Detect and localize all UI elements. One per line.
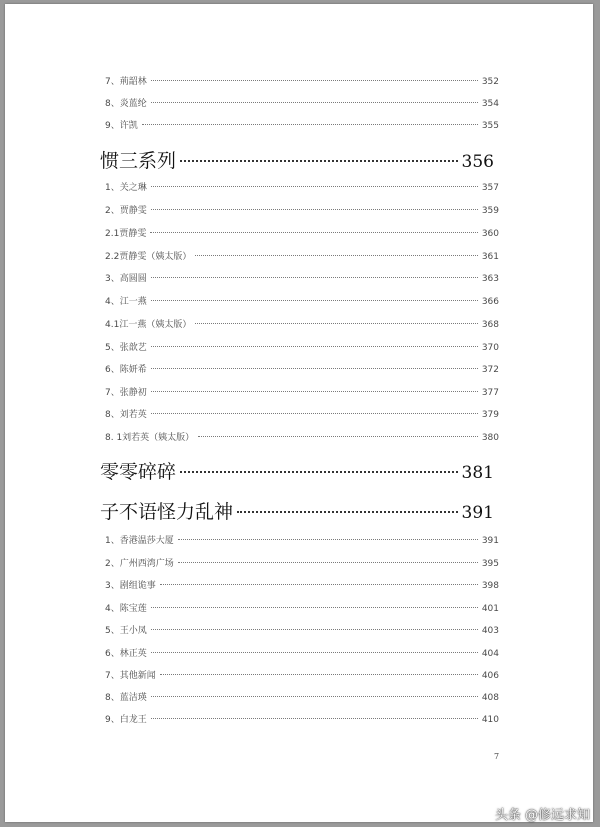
toc-entry xyxy=(105,96,499,109)
dot-leader xyxy=(178,561,478,563)
toc-entry-page: 408 xyxy=(481,693,499,703)
toc-entry xyxy=(105,690,499,703)
dot-leader xyxy=(151,276,478,278)
toc-entry xyxy=(105,249,499,262)
toc-entry-title: 5、王小凤 xyxy=(105,626,147,636)
toc-entry xyxy=(105,294,499,307)
toc-entry-page: 370 xyxy=(481,343,499,353)
toc-section-heading xyxy=(100,497,494,524)
dot-leader xyxy=(151,390,478,392)
toc-entry-title: 9、许凯 xyxy=(105,121,138,131)
toc-entry-page: 395 xyxy=(481,559,499,569)
dot-leader xyxy=(151,651,478,653)
dot-leader xyxy=(237,510,458,513)
toc-entry-title: 7、其他新闻 xyxy=(105,671,156,681)
toc-entry-page: 360 xyxy=(481,229,499,239)
toc-entry-title: 8、刘若英 xyxy=(105,410,147,420)
toc-entry xyxy=(105,712,499,725)
dot-leader xyxy=(160,583,478,585)
toc-entry-page: 380 xyxy=(481,433,499,443)
toc-entry-page: 379 xyxy=(481,410,499,420)
dot-leader xyxy=(151,412,478,414)
toc-entry xyxy=(105,271,499,284)
toc-entry-title: 3、高圆圆 xyxy=(105,274,147,284)
dot-leader xyxy=(151,345,478,347)
toc-entry-title: 6、林正英 xyxy=(105,649,147,659)
toc-entry-title: 5、张歆艺 xyxy=(105,343,147,353)
toc-entry-title: 2、贾静雯 xyxy=(105,206,147,216)
toc-entry-title: 3、剧组诡事 xyxy=(105,581,156,591)
dot-leader xyxy=(180,470,458,473)
dot-leader xyxy=(151,185,478,187)
dot-leader xyxy=(151,628,478,630)
dot-leader xyxy=(180,159,458,162)
toc-entry-title: 惯三系列 xyxy=(100,150,177,172)
toc-entry-page: 363 xyxy=(481,274,499,284)
toc-entry-page: 404 xyxy=(481,649,499,659)
toc-entry xyxy=(105,556,499,569)
toc-entry-page: 377 xyxy=(481,388,499,398)
toc-entry-title: 8、炎蓝纶 xyxy=(105,99,147,109)
dot-leader xyxy=(151,208,478,210)
toc-entry xyxy=(105,317,499,330)
dot-leader xyxy=(151,695,478,697)
dot-leader xyxy=(160,673,478,675)
watermark-text: 头条 @修远求知 xyxy=(494,808,590,823)
toc-entry-title: 2、广州西湾广场 xyxy=(105,559,174,569)
toc-entry xyxy=(105,601,499,614)
toc-entry xyxy=(105,340,499,353)
toc-entry-page: 356 xyxy=(461,152,494,172)
toc-entry-title: 4、陈宝莲 xyxy=(105,604,147,614)
toc-entry-page: 410 xyxy=(481,715,499,725)
toc-entry-title: 7、荊韶林 xyxy=(105,77,147,87)
toc-entry-title: 8. 1刘若英（姨太版） xyxy=(105,433,195,443)
toc-entry-page: 406 xyxy=(481,671,499,681)
toc-entry-title: 1、香港温莎大厦 xyxy=(105,536,174,546)
toc-entry xyxy=(105,203,499,216)
toc-entry-title: 4、江一燕 xyxy=(105,297,147,307)
toc-entry-title: 2.1贾静雯 xyxy=(105,229,147,239)
dot-leader xyxy=(151,101,478,103)
toc-entry xyxy=(105,74,499,87)
toc-section-heading xyxy=(100,457,494,484)
toc-section-heading xyxy=(100,146,494,173)
toc-entry-title: 4.1江一燕（姨太版） xyxy=(105,320,192,330)
toc-entry-title: 8、蓝洁瑛 xyxy=(105,693,147,703)
dot-leader xyxy=(178,538,478,540)
dot-leader xyxy=(142,123,478,125)
dot-leader xyxy=(195,254,477,256)
toc-entry-page: 361 xyxy=(481,252,499,262)
toc-entry xyxy=(105,385,499,398)
toc-entry-title: 零零碎碎 xyxy=(100,461,177,483)
toc-entry xyxy=(105,407,499,420)
toc-entry-title: 子不语怪力乱神 xyxy=(100,501,234,523)
dot-leader xyxy=(151,606,478,608)
toc-entry xyxy=(105,623,499,636)
toc-entry xyxy=(105,430,499,443)
toc-entry xyxy=(105,668,499,681)
toc-entry-title: 2.2贾静雯（姨太版） xyxy=(105,252,192,262)
toc-entry xyxy=(105,646,499,659)
toc-entry-page: 401 xyxy=(481,604,499,614)
toc-entry-page: 357 xyxy=(481,183,499,193)
toc-entry-title: 9、白龙王 xyxy=(105,715,147,725)
toc-entry xyxy=(105,118,499,131)
dot-leader xyxy=(151,717,478,719)
dot-leader xyxy=(198,435,478,437)
toc-entry-page: 403 xyxy=(481,626,499,636)
dot-leader xyxy=(150,231,477,233)
dot-leader xyxy=(151,367,478,369)
toc-entry-page: 368 xyxy=(481,320,499,330)
toc-entry-page: 398 xyxy=(481,581,499,591)
dot-leader xyxy=(151,299,478,301)
toc-entry xyxy=(105,533,499,546)
watermark xyxy=(495,804,590,823)
page-number: 7 xyxy=(494,752,500,761)
toc-entry-title: 1、关之琳 xyxy=(105,183,147,193)
toc-entry-page: 391 xyxy=(481,536,499,546)
dot-leader xyxy=(151,79,478,81)
toc-entry xyxy=(105,362,499,375)
toc-entry-page: 372 xyxy=(481,365,499,375)
toc-entry-title: 6、陈妍希 xyxy=(105,365,147,375)
toc-entry-page: 391 xyxy=(461,503,494,523)
toc-entry-page: 359 xyxy=(481,206,499,216)
toc-entry-page: 355 xyxy=(481,121,499,131)
toc-entry-page: 366 xyxy=(481,297,499,307)
toc-entry xyxy=(105,226,499,239)
toc-entry-page: 354 xyxy=(481,99,499,109)
toc-entry xyxy=(105,578,499,591)
dot-leader xyxy=(195,322,477,324)
toc-entry-page: 381 xyxy=(461,463,494,483)
toc-entry xyxy=(105,180,499,193)
toc-entry-page: 352 xyxy=(481,77,499,87)
toc-entry-title: 7、张静初 xyxy=(105,388,147,398)
